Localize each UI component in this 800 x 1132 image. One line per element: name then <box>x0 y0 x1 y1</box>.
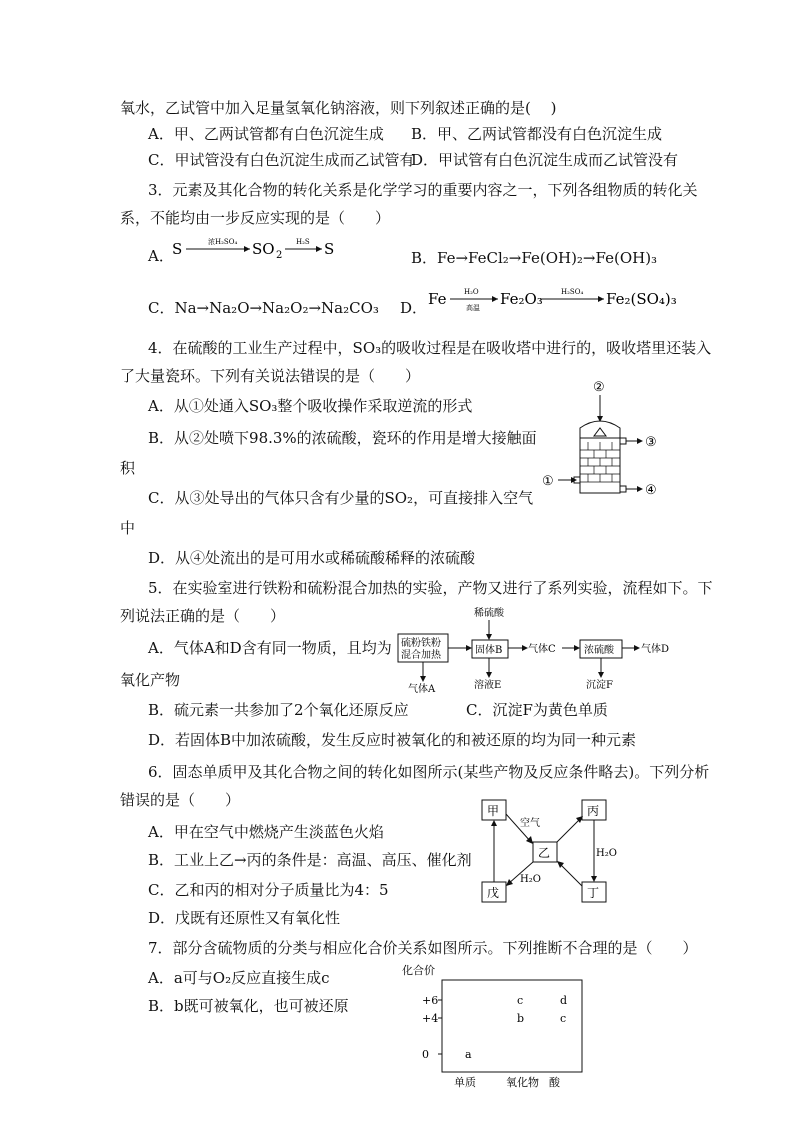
node-bing-label: 丙 <box>587 804 600 818</box>
q2-option-a: A．甲、乙两试管都有白色沉淀生成 <box>148 125 384 143</box>
chart-point-d: d <box>560 994 568 1007</box>
arrow-right-icon <box>637 486 643 492</box>
arrow-right-icon <box>574 645 580 651</box>
q3a-s-product: S <box>324 240 335 258</box>
chart-ylabel: 化合价 <box>402 964 435 977</box>
spray-nozzle-icon <box>594 428 606 436</box>
flow-dilute-acid: 稀硫酸 <box>474 608 504 619</box>
tower-dome <box>580 421 620 438</box>
q4-option-c-line2: 中 <box>120 519 136 537</box>
q5-stem-line2: 列说法正确的是（ ） <box>120 607 286 625</box>
chart-point-b: b <box>517 1012 525 1025</box>
absorption-tower-diagram <box>540 378 670 508</box>
q3-option-d-label: D． <box>400 299 428 317</box>
q3d-reagent-bottom: 高温 <box>466 304 480 312</box>
chart-point-c: c <box>560 1012 567 1025</box>
tower-label-1: ① <box>542 474 554 489</box>
arrow-head-icon <box>598 296 604 302</box>
q3-option-d-reaction <box>428 284 678 320</box>
tower-label-2: ② <box>593 380 605 395</box>
chart-point-a: a <box>465 1048 472 1061</box>
flow-gas-a: 气体A <box>408 684 436 694</box>
q7-option-b: B．b既可被氧化，也可被还原 <box>148 997 349 1015</box>
q6-option-c: C．乙和丙的相对分子质量比为4：5 <box>148 881 389 899</box>
flow-gas-d: 气体D <box>641 644 670 655</box>
arrow-head-icon <box>591 876 597 882</box>
q3d-fe: Fe <box>428 290 447 308</box>
q3d-reagent2: H₂SO₄ <box>561 288 584 296</box>
arrow-down-icon <box>486 634 492 640</box>
q3a-so2: SO <box>252 240 275 258</box>
arrow-right-icon <box>637 438 643 444</box>
q2-option-c: C．甲试管没有白色沉淀生成而乙试管有 <box>148 151 415 169</box>
chart-ytick: 0 <box>422 1048 429 1061</box>
q2-option-d: D．甲试管有白色沉淀生成而乙试管没有 <box>411 151 679 169</box>
q3-stem-line2: 系，不能均由一步反应实现的是（ ） <box>120 209 391 227</box>
chart-point-c: c <box>517 994 524 1007</box>
q4-option-a: A．从①处通入SO₃整个吸收操作采取逆流的形式 <box>148 397 473 415</box>
q7-option-a: A．a可与O₂反应直接生成c <box>148 969 330 987</box>
q3a-s: S <box>172 240 183 258</box>
flow-precipitate-f: 沉淀F <box>586 680 613 691</box>
chart-ytick: +4 <box>422 1012 439 1025</box>
q4-stem-line1: 4．在硫酸的工业生产过程中，SO₃的吸收过程是在吸收塔中进行的，吸收塔里还装入 <box>148 339 712 357</box>
q5-option-c: C．沉淀F为黄色单质 <box>466 701 608 719</box>
question-intro: 氧水，乙试管中加入足量氢氧化钠溶液，则下列叙述正确的是( ) <box>120 99 557 117</box>
outlet-4-nozzle <box>620 486 626 492</box>
flow-box1-line1: 硫粉铁粉 <box>401 638 441 649</box>
q6-option-b: B．工业上乙→丙的条件是：高温、高压、催化剂 <box>148 851 472 869</box>
chart-ytick: +6 <box>422 994 439 1007</box>
q3-option-a-reaction <box>172 234 362 266</box>
flow-conc-acid: 浓硫酸 <box>584 645 614 656</box>
q6-option-d: D．戊既有还原性又有氧化性 <box>148 909 341 927</box>
q3-option-a: A． <box>148 247 174 265</box>
arrow-right-icon <box>466 645 472 651</box>
q5-option-a-line2: 氧化产物 <box>120 671 181 689</box>
flow-solid-b: 固体B <box>475 645 503 656</box>
label-h2o-right: H₂O <box>596 848 617 859</box>
sulfur-cycle-diagram <box>478 796 618 906</box>
arrow-right-icon <box>634 645 640 651</box>
sulfur-valence-chart <box>400 962 600 1092</box>
arrow-head-icon <box>492 296 498 302</box>
flow-box1-line2: 混合加热 <box>401 650 441 661</box>
q7-stem: 7．部分含硫物质的分类与相应化合价关系如图所示。下列推断不合理的是（ ） <box>148 939 698 957</box>
arrow-head-icon <box>244 246 250 252</box>
q3a-so2-sub: 2 <box>276 250 283 261</box>
q3a-reagent2: H₂S <box>296 238 310 246</box>
q5-option-d: D．若固体B中加浓硫酸，发生反应时被氧化的和被还原的均为同一种元素 <box>148 731 637 749</box>
q3d-product: Fe₂(SO₄)₃ <box>606 290 677 308</box>
q5-option-b: B．硫元素一共参加了2个氧化还原反应 <box>148 701 409 719</box>
label-air: 空气 <box>520 818 540 829</box>
arrow-head-icon <box>491 820 497 826</box>
label-h2o-left: H₂O <box>520 874 541 885</box>
tower-label-3: ③ <box>645 435 657 450</box>
edge-yi-bing <box>557 818 581 842</box>
q4-option-b-line2: 积 <box>120 459 136 477</box>
q3d-reagent-top: H₂O <box>464 288 479 296</box>
q4-option-b-line1: B．从②处喷下98.3%的浓硫酸，瓷环的作用是增大接触面 <box>148 429 537 447</box>
q4-option-d: D．从④处流出的是可用水或稀硫酸稀释的浓硫酸 <box>148 549 476 567</box>
q3-stem-line1: 3．元素及其化合物的转化关系是化学学习的重要内容之一，下列各组物质的转化关 <box>148 181 698 199</box>
arrow-down-icon <box>420 676 426 682</box>
q3d-fe2o3: Fe₂O₃ <box>500 290 543 308</box>
q6-stem-line2: 错误的是（ ） <box>120 791 241 809</box>
q3-option-c: C．Na→Na₂O→Na₂O₂→Na₂CO₃ <box>148 299 379 317</box>
q5-stem-line1: 5．在实验室进行铁粉和硫粉混合加热的实验，产物又进行了系列实验，流程如下。下 <box>148 579 713 597</box>
chart-xtick: 氧化物 <box>506 1076 539 1089</box>
flow-gas-c: 气体C <box>528 644 556 655</box>
q3-option-b: B．Fe→FeCl₂→Fe(OH)₂→Fe(OH)₃ <box>411 249 658 267</box>
q3a-reagent1: 浓H₂SO₄ <box>208 238 238 246</box>
ceramic-rings-packing <box>580 442 620 482</box>
q5-option-a-line1: A．气体A和D含有同一物质，且均为 <box>148 639 392 657</box>
arrow-down-icon <box>486 672 492 678</box>
q6-option-a: A．甲在空气中燃烧产生淡蓝色火焰 <box>148 823 384 841</box>
iron-sulfur-flow-diagram <box>396 604 706 694</box>
node-yi-label: 乙 <box>538 846 551 860</box>
q6-stem-line1: 6．固态单质甲及其化合物之间的转化如图所示(某些产物及反应条件略去)。下列分析 <box>148 763 710 781</box>
tower-label-4: ④ <box>645 483 657 498</box>
node-jia-label: 甲 <box>487 804 500 818</box>
chart-xtick: 酸 <box>549 1076 560 1089</box>
q2-option-b: B．甲、乙两试管都没有白色沉淀生成 <box>411 125 663 143</box>
outlet-3-nozzle <box>620 438 626 444</box>
chart-xtick: 单质 <box>454 1076 476 1089</box>
arrow-head-icon <box>316 246 322 252</box>
q4-option-c-line1: C．从③处导出的气体只含有少量的SO₂，可直接排入空气 <box>148 489 534 507</box>
edge-ding-yi <box>559 863 582 886</box>
flow-solution-e: 溶液E <box>474 680 502 691</box>
arrow-down-icon <box>598 672 604 678</box>
node-wu-label: 戊 <box>487 886 500 900</box>
q4-stem-line2: 了大量瓷环。下列有关说法错误的是（ ） <box>120 367 421 385</box>
node-ding-label: 丁 <box>587 886 600 900</box>
